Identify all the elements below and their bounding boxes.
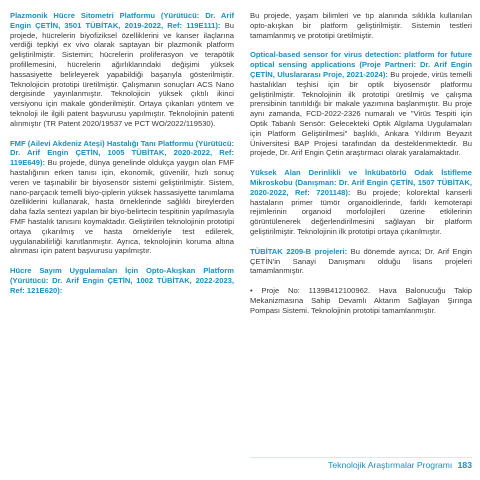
section-heading: Hücre Sayım Uygulamaları İçin Opto-Akışkan Platform (Yürütücü: Dr. Arif Engin ÇETİN, 1002 TÜBİTAK, 2022-2023, Ref: 121E620):: [10, 266, 234, 295]
section-plasmonic-cytometry: [10, 11, 234, 129]
section-body: Bu projede, hücrelerin biyofiziksel özelliklerini ve kanser ilaçlarına verdiği tepkiyi ex vivo olarak saptayan bir plazmonik platform geliştirilmiştir. Sistemin; hücrelerin proliferasyon ve terapötik profillemesini, hücrelerin ağırlıklarındaki değişimi yüksek hassasiyette belirleyerek yapabildiği başarıyla gösterilmiştir. Teknolojicin prototipi üretilmiştir. Çalışmanın sonuçları ACS Nano dergisinde yayınlanmıştır. Teknolojicin yüksek çıktılı ikinci versiyonu için makale gönderilmiştir. Ortaya çıkanları yöntem ve teknoloji ile ilgili patent başvurusu yapılmıştır. Teknolojinin patenti alınmıştır (TR Patent 2020/19537 ve PCT WO/2022/119530).: [10, 20, 234, 128]
section-tubitak-2209b: [250, 247, 472, 276]
footer-title: Teknolojik Araştırmalar Programı: [328, 460, 453, 470]
section-heading: Plazmonik Hücre Sitometri Platformu (Yürütücü: Dr. Arif Engin ÇETİN, 3501 TÜBİTAK, 2019-2022, Ref: 119E111):: [10, 11, 234, 30]
project-bullet: [250, 286, 472, 315]
section-virus-sensor: [250, 50, 472, 158]
left-column: [10, 11, 234, 306]
section-heading: FMF (Ailevi Akdeniz Ateşi) Hastalığı Tanı Platformu (Yürütücü: Dr. Arif Engin ÇETİN, 1005 TÜBİTAK, 2020-2022, Ref: 119E649):: [10, 138, 234, 168]
section-cell-counting-cont: [250, 11, 472, 40]
page-footer: [328, 460, 472, 470]
section-body: Bu dönemde ayrıca; Dr. Arif Engin ÇETİN'in Sanayi Danışmanı olduğu lisans projeleri tamamlanmıştır.: [250, 246, 472, 276]
section-body: Bu projede, dünya genelinde oldukça yaygın olan FMF hastalığının erken tanısı için, ekonomik, güvenilir, hızlı sonuç veren ve taşınabilir bir biyosensör sistemi geliştirilmiştir. Sistem, nano-parçacık temelli biyo-çiplerin yüksek hassasiyette tanımlama özelliklerini kullanarak, hasta örneklerinde sağlıklı bireylerden daha fazla sentezi yapılan bir biyo-belirtecin tespitinin yapılmasıyla FMF hastalık tanısını koymaktadır. Geliştirilen teknolojinin prototipi ortaya çıkarılmış ve hasta örnekleriyle test edilerek, uygulanabilirliği kanıtlanmıştır. Ayrıca, teknolojinin koruma altına alınması için patent başvurusu yapılmıştır.: [10, 158, 234, 256]
section-fmf-platform: [10, 139, 234, 257]
section-heading: Yüksek Alan Derinlikli ve İnkübatörlü Odak İstifleme Mikroskobu (Danışman: Dr. Arif Engin ÇETİN, 1507 TÜBİTAK, 2020-2022, Ref: 7201148):: [250, 168, 472, 197]
section-heading: Optical-based sensor for virus detection: platform for future optical sensing applications (Proje Partneri: Dr. Arif Engin ÇETİN, Uluslararası Proje, 2021-2024):: [250, 50, 472, 79]
section-body: Bu projede, yaşam bilimleri ve tıp alanında sıklıkla kullanılan opto-akışkan bir platform geliştirilmiştir. Sistemin testleri tamamlanmış ve prototipi üretilmiştir.: [250, 11, 472, 40]
section-body: Bu projede; kolorektal kanserli hastaların primer tümör organoidlerinde, farklı kemoterapi rejimlerinin organoid morfolojileri üzerine etkilerinin görüntülenerek değerlendirilmesini sağlayan bir platform geliştirilmiştir. Teknolojinin ilk prototipi ortaya çıkarılmıştır.: [250, 187, 472, 236]
section-cell-counting: [10, 266, 234, 295]
right-column: [250, 11, 472, 326]
footer-divider: [250, 457, 472, 458]
page-number: 183: [457, 460, 472, 470]
section-focus-stacking-microscope: [250, 168, 472, 237]
section-heading: TÜBİTAK 2209-B projeleri:: [250, 246, 348, 256]
section-body: Bu projede, virüs temelli hastalıkları teşhisi için bir optik biyosensör platformu geliştirilmiştir. Teknolojinin ilk prototipi üretilmiş ve çalışma prensibinin tanıtıldığı bir makale yazımına başlanmıştır. Bu proje aynı zamanda, FCD-2022-2326 numaralı ve "Virüs Tespiti için Optik Tabanlı Sensör: Gelecekteki Optik Algılama Uygulamaları için Platform Geliştirilmesi" başlıklı, Ankara Yıldırım Beyazıt Üniversitesi BAP Projesi tarafından da desteklenmektedir. Bu projede, Dr. Arif Engin Çetin araştırmacı olarak yaralamaktadır.: [250, 69, 472, 158]
bullet-text: • Proje No: 1139B412100962. Hava Balonucuğu Takip Mekanizmasına Sahip Devamlı Aktarım Sağlayan Şırınga Pompası Sistemi. Teknolojinin prototipi tamamlanmıştır.: [250, 286, 472, 315]
